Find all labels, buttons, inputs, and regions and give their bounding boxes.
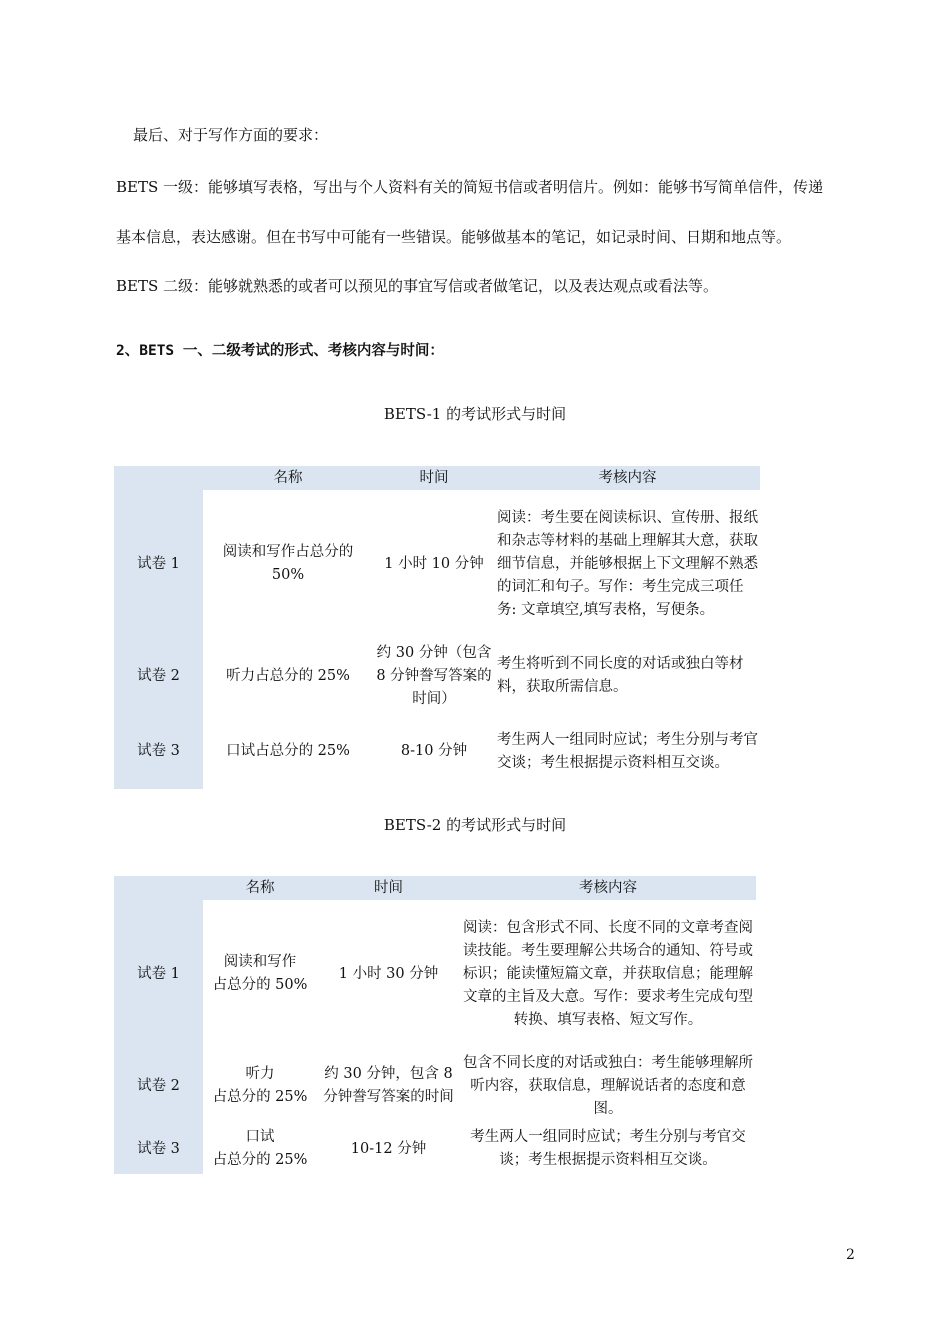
row-name: 口试占总分的 25% bbox=[226, 743, 350, 759]
table-row bbox=[114, 900, 756, 1048]
row-time: 1 小时 30 分钟 bbox=[338, 965, 439, 982]
table1-header-time: 时间 bbox=[373, 466, 495, 490]
table2-header-empty bbox=[114, 876, 203, 900]
table-row bbox=[114, 490, 760, 638]
table2-header-name: 名称 bbox=[203, 876, 317, 900]
table-row bbox=[114, 1124, 756, 1174]
row-content: 考生将听到不同长度的对话或独白等材料，获取所需信息。 bbox=[497, 656, 744, 695]
paragraph-bets1-line1: BETS 一级：能够填写表格，写出与个人资料有关的简短书信或者明信片。例如：能够书写简单信件，传递 bbox=[116, 178, 824, 196]
row-content: 包含不同长度的对话或独白：考生能够理解所听内容，获取信息，理解说话者的态度和意图。 bbox=[463, 1054, 753, 1117]
row-name: 阅读和写作 占总分的 50% bbox=[212, 954, 308, 993]
paragraph-bets1-line2: 基本信息，表达感谢。但在书写中可能有一些错误。能够做基本的笔记，如记录时间、日期和地点等。 bbox=[116, 228, 792, 246]
row-content: 考生两人一组同时应试；考生分别与考官交谈；考生根据提示资料相互交谈。 bbox=[497, 731, 758, 771]
row-label: 试卷 3 bbox=[114, 1124, 203, 1174]
table-row bbox=[114, 1048, 756, 1124]
table2-caption: BETS-2 的考试形式与时间 bbox=[383, 816, 567, 834]
row-content: 阅读：考生要在阅读标识、宣传册、报纸和杂志等材料的基础上理解其大意，获取细节信息，并能够根据上下文理解不熟悉的词汇和句子。写作：考生完成三项任务: 文章填空,填写表格，写便条。 bbox=[497, 509, 758, 618]
row-label: 试卷 2 bbox=[114, 1048, 203, 1124]
section-heading: 2、BETS 一、二级考试的形式、考核内容与时间： bbox=[116, 343, 444, 359]
table2-header-time: 时间 bbox=[317, 876, 460, 900]
row-name: 听力占总分的 25% bbox=[226, 667, 350, 684]
row-time: 1 小时 10 分钟 bbox=[384, 555, 484, 572]
paragraph-writing-requirements: 最后、对于写作方面的要求： bbox=[133, 126, 329, 144]
table-row bbox=[114, 714, 760, 789]
row-name: 阅读和写作占总分的 50% bbox=[222, 544, 354, 583]
row-time: 约 30 分钟（包含 8 分钟誊写答案的时间） bbox=[376, 644, 492, 707]
row-name: 口试 占总分的 25% bbox=[212, 1129, 308, 1168]
row-label: 试卷 1 bbox=[114, 900, 203, 1048]
table2-header-row bbox=[114, 876, 756, 900]
row-time: 8-10 分钟 bbox=[400, 743, 468, 759]
row-content: 阅读：包含形式不同、长度不同的文章考查阅读技能。考生要理解公共场合的通知、符号或标识；能读懂短篇文章，并获取信息；能理解文章的主旨及大意。写作：要求考生完成句型转换、填写表格、短文写作。 bbox=[463, 919, 753, 1028]
row-label: 试卷 2 bbox=[114, 638, 203, 714]
row-content: 考生两人一组同时应试；考生分别与考官交谈；考生根据提示资料相互交谈。 bbox=[470, 1129, 746, 1168]
row-name: 听力 占总分的 25% bbox=[212, 1066, 308, 1105]
table-row bbox=[114, 638, 760, 714]
row-label: 试卷 3 bbox=[114, 714, 203, 789]
table2-header-content: 考核内容 bbox=[460, 876, 756, 900]
page-number: 2 bbox=[846, 1247, 855, 1263]
row-time: 约 30 分钟，包含 8 分钟誊写答案的时间 bbox=[323, 1066, 454, 1105]
table2 bbox=[114, 876, 756, 1174]
row-time: 10-12 分钟 bbox=[350, 1140, 427, 1157]
table1-header-content: 考核内容 bbox=[495, 466, 760, 490]
paragraph-bets2: BETS 二级：能够就熟悉的或者可以预见的事宜写信或者做笔记，以及表达观点或看法等。 bbox=[116, 277, 719, 295]
table1-header-empty bbox=[114, 466, 203, 490]
table1 bbox=[114, 466, 760, 789]
table1-header-row bbox=[114, 466, 760, 490]
table1-caption: BETS-1 的考试形式与时间 bbox=[383, 405, 567, 423]
table1-header-name: 名称 bbox=[203, 466, 373, 490]
row-label: 试卷 1 bbox=[114, 490, 203, 638]
